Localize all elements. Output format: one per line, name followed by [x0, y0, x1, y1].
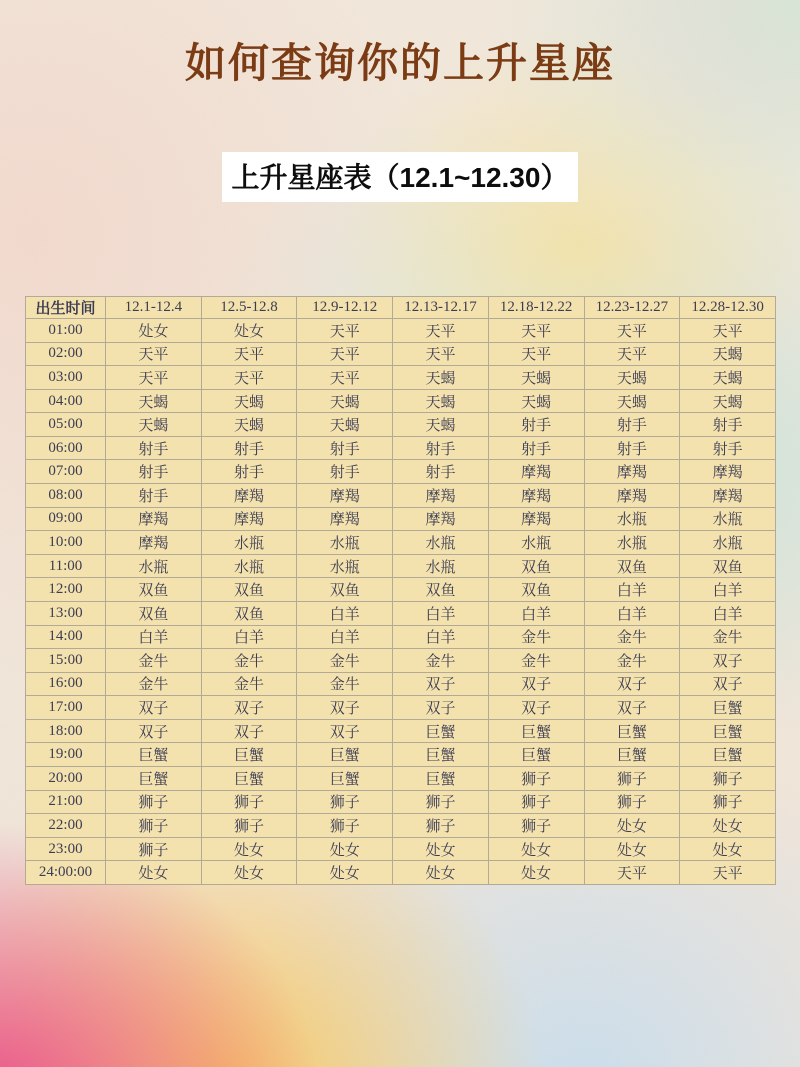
sign-cell: 天平	[106, 366, 202, 390]
sign-cell: 金牛	[680, 625, 776, 649]
sign-cell: 天蝎	[106, 413, 202, 437]
time-cell: 01:00	[26, 319, 106, 343]
sign-cell: 摩羯	[584, 460, 680, 484]
time-cell: 17:00	[26, 696, 106, 720]
sign-cell: 巨蟹	[488, 719, 584, 743]
sign-cell: 天蝎	[680, 342, 776, 366]
sign-cell: 巨蟹	[584, 719, 680, 743]
sign-cell: 狮子	[584, 766, 680, 790]
time-cell: 16:00	[26, 672, 106, 696]
table-row	[26, 460, 776, 484]
sign-cell: 天平	[201, 342, 297, 366]
sign-cell: 处女	[584, 837, 680, 861]
time-cell: 14:00	[26, 625, 106, 649]
table-row	[26, 319, 776, 343]
sign-cell: 双子	[201, 719, 297, 743]
sign-cell: 天平	[201, 366, 297, 390]
sign-cell: 水瓶	[297, 554, 393, 578]
header-cell-date-range: 12.9-12.12	[297, 297, 393, 319]
sign-cell: 狮子	[201, 790, 297, 814]
sign-cell: 天蝎	[393, 366, 489, 390]
table-body	[26, 319, 776, 885]
sign-cell: 处女	[680, 837, 776, 861]
sign-cell: 双鱼	[106, 578, 202, 602]
sign-cell: 处女	[488, 861, 584, 885]
sign-cell: 摩羯	[106, 531, 202, 555]
sign-cell: 双鱼	[680, 554, 776, 578]
sign-cell: 天蝎	[488, 366, 584, 390]
sign-cell: 双子	[584, 696, 680, 720]
rising-sign-table	[25, 296, 776, 885]
time-cell: 24:00:00	[26, 861, 106, 885]
sign-cell: 双鱼	[297, 578, 393, 602]
sign-cell: 天蝎	[201, 389, 297, 413]
sign-cell: 狮子	[297, 814, 393, 838]
sign-cell: 摩羯	[393, 484, 489, 508]
sign-cell: 双子	[106, 696, 202, 720]
table-row	[26, 790, 776, 814]
sign-cell: 天平	[488, 319, 584, 343]
sign-cell: 摩羯	[680, 484, 776, 508]
sign-cell: 射手	[488, 413, 584, 437]
sign-cell: 双子	[680, 649, 776, 673]
sign-cell: 金牛	[584, 625, 680, 649]
table-row	[26, 696, 776, 720]
header-cell-birth-time: 出生时间	[26, 297, 106, 319]
sign-cell: 天平	[680, 319, 776, 343]
sign-cell: 双子	[584, 672, 680, 696]
table-row	[26, 436, 776, 460]
sign-cell: 狮子	[488, 790, 584, 814]
sign-cell: 天平	[680, 861, 776, 885]
sign-cell: 天蝎	[106, 389, 202, 413]
time-cell: 08:00	[26, 484, 106, 508]
sign-cell: 狮子	[201, 814, 297, 838]
time-cell: 22:00	[26, 814, 106, 838]
sign-cell: 狮子	[106, 790, 202, 814]
sign-cell: 摩羯	[680, 460, 776, 484]
sign-cell: 巨蟹	[584, 743, 680, 767]
sign-cell: 狮子	[680, 766, 776, 790]
sign-cell: 射手	[393, 436, 489, 460]
sign-cell: 天蝎	[584, 389, 680, 413]
sign-cell: 狮子	[488, 814, 584, 838]
time-cell: 03:00	[26, 366, 106, 390]
time-cell: 12:00	[26, 578, 106, 602]
sign-cell: 射手	[584, 436, 680, 460]
sign-cell: 巨蟹	[201, 766, 297, 790]
sign-cell: 白羊	[106, 625, 202, 649]
sign-cell: 双鱼	[106, 601, 202, 625]
sign-cell: 天蝎	[488, 389, 584, 413]
sign-cell: 天蝎	[297, 389, 393, 413]
sign-cell: 处女	[393, 837, 489, 861]
sign-cell: 白羊	[393, 601, 489, 625]
sign-cell: 水瓶	[106, 554, 202, 578]
sign-cell: 金牛	[488, 625, 584, 649]
header-cell-date-range: 12.23-12.27	[584, 297, 680, 319]
time-cell: 11:00	[26, 554, 106, 578]
time-cell: 04:00	[26, 389, 106, 413]
sign-cell: 巨蟹	[297, 766, 393, 790]
sign-cell: 白羊	[584, 578, 680, 602]
sign-cell: 双鱼	[393, 578, 489, 602]
sign-cell: 双鱼	[488, 554, 584, 578]
sign-cell: 摩羯	[106, 507, 202, 531]
table-row	[26, 625, 776, 649]
sign-cell: 金牛	[584, 649, 680, 673]
sign-cell: 处女	[106, 861, 202, 885]
sign-cell: 白羊	[297, 625, 393, 649]
sign-cell: 水瓶	[201, 531, 297, 555]
sign-cell: 水瓶	[680, 531, 776, 555]
table-row	[26, 649, 776, 673]
sign-cell: 射手	[106, 460, 202, 484]
table-row	[26, 672, 776, 696]
time-cell: 19:00	[26, 743, 106, 767]
rising-sign-table-container	[25, 296, 776, 885]
sign-cell: 处女	[106, 319, 202, 343]
sign-cell: 天平	[488, 342, 584, 366]
sign-cell: 天平	[106, 342, 202, 366]
sign-cell: 摩羯	[297, 507, 393, 531]
table-row	[26, 413, 776, 437]
sign-cell: 射手	[106, 436, 202, 460]
header-cell-date-range: 12.18-12.22	[488, 297, 584, 319]
table-row	[26, 366, 776, 390]
sign-cell: 天蝎	[201, 413, 297, 437]
sign-cell: 双子	[488, 696, 584, 720]
sign-cell: 摩羯	[297, 484, 393, 508]
sign-cell: 巨蟹	[488, 743, 584, 767]
sign-cell: 双子	[106, 719, 202, 743]
table-row	[26, 837, 776, 861]
sign-cell: 射手	[488, 436, 584, 460]
sign-cell: 摩羯	[584, 484, 680, 508]
sign-cell: 金牛	[297, 649, 393, 673]
time-cell: 05:00	[26, 413, 106, 437]
sign-cell: 巨蟹	[297, 743, 393, 767]
sign-cell: 处女	[680, 814, 776, 838]
sign-cell: 巨蟹	[106, 766, 202, 790]
table-head	[26, 297, 776, 319]
sign-cell: 天平	[584, 861, 680, 885]
sign-cell: 水瓶	[488, 531, 584, 555]
sign-cell: 天平	[393, 319, 489, 343]
sign-cell: 天平	[584, 342, 680, 366]
sign-cell: 狮子	[393, 814, 489, 838]
time-cell: 07:00	[26, 460, 106, 484]
table-header-row	[26, 297, 776, 319]
sign-cell: 狮子	[106, 837, 202, 861]
table-row	[26, 484, 776, 508]
sign-cell: 处女	[201, 861, 297, 885]
table-row	[26, 389, 776, 413]
sign-cell: 双子	[297, 696, 393, 720]
sign-cell: 白羊	[488, 601, 584, 625]
sign-cell: 摩羯	[201, 507, 297, 531]
sign-cell: 处女	[488, 837, 584, 861]
sign-cell: 巨蟹	[393, 743, 489, 767]
time-cell: 06:00	[26, 436, 106, 460]
sign-cell: 白羊	[201, 625, 297, 649]
table-row	[26, 578, 776, 602]
sign-cell: 射手	[584, 413, 680, 437]
sign-cell: 双鱼	[201, 601, 297, 625]
sign-cell: 射手	[297, 436, 393, 460]
sign-cell: 射手	[201, 460, 297, 484]
header-cell-date-range: 12.1-12.4	[106, 297, 202, 319]
sign-cell: 双子	[393, 696, 489, 720]
sign-cell: 射手	[393, 460, 489, 484]
sign-cell: 双子	[297, 719, 393, 743]
sign-cell: 射手	[201, 436, 297, 460]
sign-cell: 金牛	[393, 649, 489, 673]
table-row	[26, 601, 776, 625]
time-cell: 15:00	[26, 649, 106, 673]
table-row	[26, 814, 776, 838]
sign-cell: 射手	[680, 413, 776, 437]
sign-cell: 巨蟹	[106, 743, 202, 767]
header-cell-date-range: 12.28-12.30	[680, 297, 776, 319]
sign-cell: 天平	[297, 319, 393, 343]
time-cell: 02:00	[26, 342, 106, 366]
time-cell: 09:00	[26, 507, 106, 531]
sign-cell: 双子	[201, 696, 297, 720]
sign-cell: 巨蟹	[680, 743, 776, 767]
sign-cell: 巨蟹	[201, 743, 297, 767]
table-row	[26, 743, 776, 767]
sign-cell: 天平	[297, 342, 393, 366]
sign-cell: 天蝎	[393, 413, 489, 437]
table-row	[26, 342, 776, 366]
table-row	[26, 861, 776, 885]
subtitle-row	[0, 152, 800, 202]
sign-cell: 摩羯	[488, 460, 584, 484]
sign-cell: 巨蟹	[680, 719, 776, 743]
sign-cell: 天蝎	[297, 413, 393, 437]
sign-cell: 白羊	[297, 601, 393, 625]
sign-cell: 处女	[201, 837, 297, 861]
sign-cell: 金牛	[106, 649, 202, 673]
sign-cell: 双鱼	[584, 554, 680, 578]
sign-cell: 双子	[680, 672, 776, 696]
time-cell: 21:00	[26, 790, 106, 814]
header-cell-date-range: 12.5-12.8	[201, 297, 297, 319]
sign-cell: 射手	[297, 460, 393, 484]
sign-cell: 水瓶	[393, 531, 489, 555]
table-row	[26, 507, 776, 531]
sign-cell: 巨蟹	[393, 719, 489, 743]
table-subtitle: 上升星座表（12.1~12.30）	[222, 152, 579, 202]
sign-cell: 巨蟹	[393, 766, 489, 790]
page-title: 如何查询你的上升星座	[185, 40, 615, 86]
sign-cell: 水瓶	[393, 554, 489, 578]
sign-cell: 天平	[584, 319, 680, 343]
sign-cell: 水瓶	[680, 507, 776, 531]
header-cell-date-range: 12.13-12.17	[393, 297, 489, 319]
sign-cell: 摩羯	[488, 507, 584, 531]
sign-cell: 双鱼	[488, 578, 584, 602]
sign-cell: 天蝎	[680, 366, 776, 390]
sign-cell: 双子	[393, 672, 489, 696]
sign-cell: 摩羯	[393, 507, 489, 531]
sign-cell: 水瓶	[584, 531, 680, 555]
sign-cell: 白羊	[393, 625, 489, 649]
sign-cell: 巨蟹	[680, 696, 776, 720]
table-row	[26, 554, 776, 578]
sign-cell: 狮子	[297, 790, 393, 814]
sign-cell: 水瓶	[201, 554, 297, 578]
sign-cell: 金牛	[297, 672, 393, 696]
table-row	[26, 531, 776, 555]
sign-cell: 处女	[297, 837, 393, 861]
sign-cell: 狮子	[680, 790, 776, 814]
sign-cell: 天平	[393, 342, 489, 366]
sign-cell: 处女	[201, 319, 297, 343]
sign-cell: 天蝎	[680, 389, 776, 413]
time-cell: 18:00	[26, 719, 106, 743]
sign-cell: 金牛	[201, 649, 297, 673]
sign-cell: 处女	[584, 814, 680, 838]
sign-cell: 白羊	[680, 601, 776, 625]
time-cell: 10:00	[26, 531, 106, 555]
sign-cell: 天蝎	[393, 389, 489, 413]
sign-cell: 金牛	[106, 672, 202, 696]
table-row	[26, 719, 776, 743]
sign-cell: 白羊	[680, 578, 776, 602]
sign-cell: 双子	[488, 672, 584, 696]
sign-cell: 狮子	[393, 790, 489, 814]
sign-cell: 天平	[297, 366, 393, 390]
sign-cell: 金牛	[488, 649, 584, 673]
time-cell: 20:00	[26, 766, 106, 790]
sign-cell: 处女	[297, 861, 393, 885]
sign-cell: 金牛	[201, 672, 297, 696]
time-cell: 13:00	[26, 601, 106, 625]
sign-cell: 射手	[106, 484, 202, 508]
sign-cell: 射手	[680, 436, 776, 460]
sign-cell: 摩羯	[201, 484, 297, 508]
sign-cell: 狮子	[488, 766, 584, 790]
sign-cell: 天蝎	[584, 366, 680, 390]
sign-cell: 摩羯	[488, 484, 584, 508]
sign-cell: 水瓶	[297, 531, 393, 555]
sign-cell: 狮子	[584, 790, 680, 814]
sign-cell: 双鱼	[201, 578, 297, 602]
sign-cell: 水瓶	[584, 507, 680, 531]
time-cell: 23:00	[26, 837, 106, 861]
sign-cell: 白羊	[584, 601, 680, 625]
sign-cell: 狮子	[106, 814, 202, 838]
sign-cell: 处女	[393, 861, 489, 885]
table-row	[26, 766, 776, 790]
